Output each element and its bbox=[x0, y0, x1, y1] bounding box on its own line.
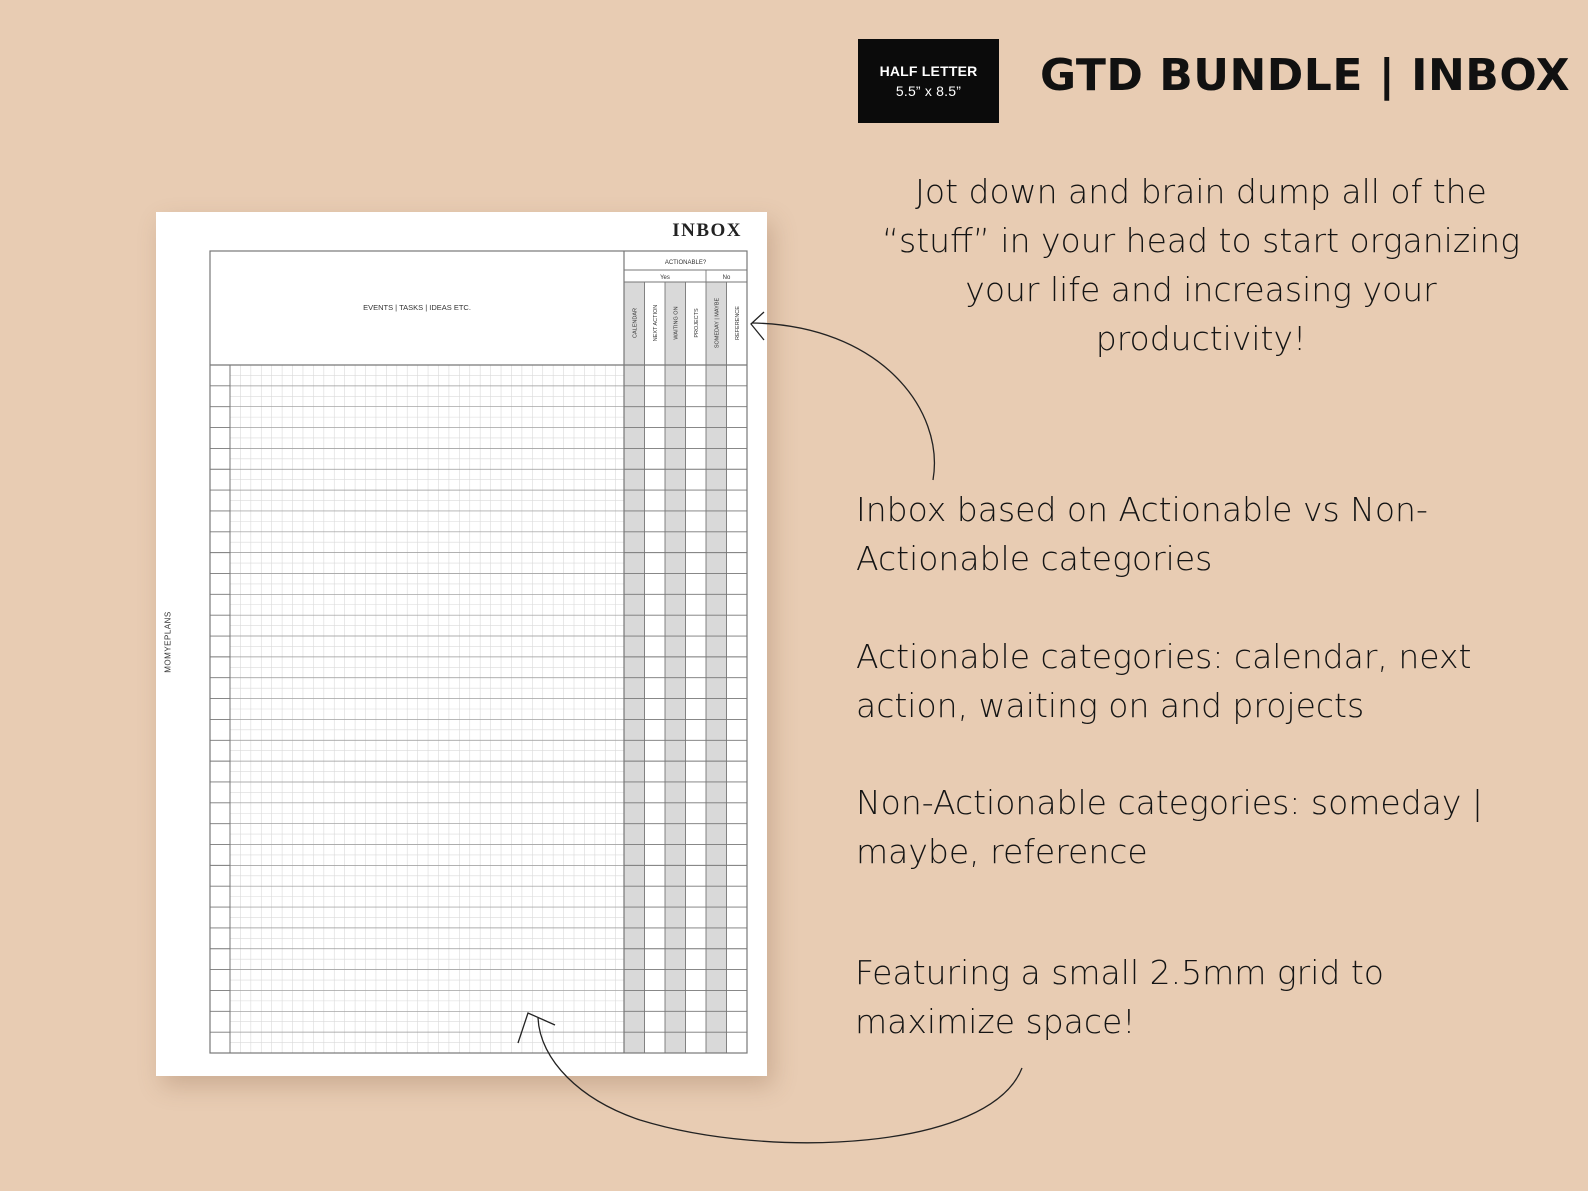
main-column-label: EVENTS | TASKS | IDEAS ETC. bbox=[363, 303, 471, 312]
category-label: WAITING ON bbox=[673, 306, 680, 340]
inbox-sheet-preview bbox=[156, 212, 767, 1076]
intro-text: Jot down and brain dump all of the “stuff” in your head to start organizing your life and increasing your productivity! bbox=[881, 172, 1521, 358]
shaded-column bbox=[665, 282, 686, 1053]
brand-label: MOMYEPLANS bbox=[163, 611, 173, 673]
feature-actionable-categories: Actionable categories: calendar, next action, waiting on and projects bbox=[856, 637, 1472, 725]
page-title: GTD BUNDLE | INBOX bbox=[1040, 50, 1571, 101]
feature-actionable-vs-non: Inbox based on Actionable vs Non-Actionable categories bbox=[856, 490, 1428, 578]
size-badge bbox=[858, 39, 999, 123]
size-badge-dimensions: 5.5” x 8.5” bbox=[895, 83, 962, 99]
feature-non-actionable-categories: Non-Actionable categories: someday | maybe, reference bbox=[856, 783, 1484, 871]
shaded-column bbox=[706, 282, 727, 1053]
category-label: CALENDAR bbox=[632, 308, 639, 338]
actionable-label: ACTIONABLE? bbox=[664, 260, 707, 266]
feature-grid: Featuring a small 2.5mm grid to maximize space! bbox=[855, 953, 1384, 1041]
category-label: SOMEDAY | MAYBE bbox=[714, 297, 721, 349]
size-badge-label: HALF LETTER bbox=[879, 63, 978, 79]
category-label: PROJECTS bbox=[693, 308, 700, 338]
category-label: NEXT ACTION bbox=[652, 304, 659, 342]
shaded-column bbox=[624, 282, 645, 1053]
no-label: No bbox=[722, 275, 731, 281]
category-label: REFERENCE bbox=[734, 306, 741, 340]
yes-label: Yes bbox=[660, 275, 670, 281]
inbox-table bbox=[156, 212, 767, 1076]
sheet-title: INBOX bbox=[672, 220, 742, 241]
